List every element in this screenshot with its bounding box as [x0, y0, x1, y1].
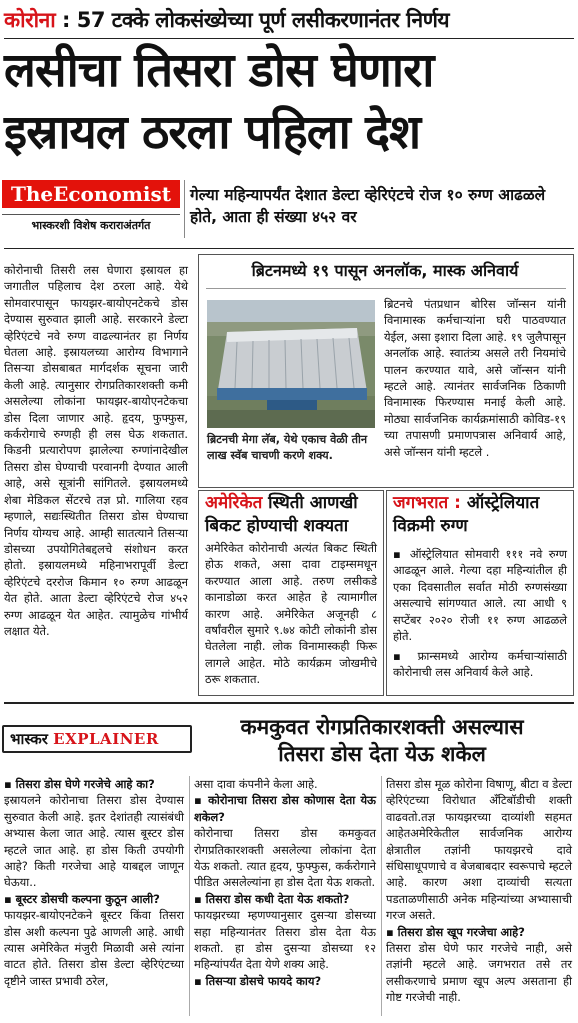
explainer-col-2	[194, 776, 376, 989]
economist-box	[2, 180, 180, 238]
section-rule	[4, 248, 574, 249]
explainer-title-line-1: कमकुवत रोगप्रतिकारशक्ती असल्यास	[240, 715, 524, 739]
britain-text: ब्रिटनचे पंतप्रधान बोरिस जॉन्सन यांनी विनामास्क कर्मचाऱ्यांना घरी पाठवण्यात येईल, असा इशारा दिला आहे. १९ जुलैपासून अनलॉक आहे. स्वातंत्र्य असले तरी नियमांचे पालन करण्यात यावे, असे जॉन्सन यांनी म्हटले आहे. त्यानंतर सार्वजनिक ठिकाणी विनामास्क फिरण्यास मनाई केली आहे. मोठ्या सार्वजनिक कार्यक्रमांसाठी कोविड-१९ च्या तपासणी प्रमाणपत्रास अनिवार्य आहे, असे जॉन्सन यांनी म्हटले .	[384, 297, 566, 459]
column-divider	[381, 776, 382, 1016]
left-column-text: कोरोनाची तिसरी लस घेणारा इस्रायल हा जगातील पहिलाच देश ठरला आहे. येथे सोमवारपासून फायझर-बायोएनटेकचे डोस देण्यास सुरुवात झाली आहे. सरकारने डेल्टा व्हेरिएंटचे नवे रुग्ण वाढल्यानंतर हा निर्णय घेतला आहे. इस्रायलच्या आरोग्य विभागाने तिसऱ्या डोसबाबत मार्गदर्शक सूचना जारी केली आहे. त्यानुसार रोगप्रतिकारशक्ती कमी असलेल्या लोकांना फायझर-बायोएनटेकचा डोस दिला जाणार आहे. हृदय, फुफ्फुस, कर्करोगाचे रुग्णही ही लस घेऊ शकतात. किडनी प्रत्यारोपण झालेल्या रुग्णांनादेखील तिसरा डोस घेण्याची परवानगी देण्यात आली आहे, असे सूत्रांनी सांगितले. इस्रायलमध्ये शेबा मेडिकल सेंटरचे तज्ञ प्रो. गालिया रहव म्हणाले, सद्यःस्थितीत तिसरा डोस घेण्याचा निर्णय योग्यच आहे. आम्ही सातत्याने तिसऱ्या डोसच्या उपयोगितेबद्दलचे संशोधन करत होतो. इस्रायलमध्ये महिनाभरापूर्वी डेल्टा व्हेरिएंटचे दररोज किमान १० रुग्ण आढळून येत होते. आता डेल्टा व्हेरिएंटचे रोज ४५२ रुग्ण आढळून येत आहेत. त्यामुळेच गांभीर्य लक्षात येते.	[4, 263, 188, 638]
kicker-text: 57 टक्के लोकसंख्येच्या पूर्ण लसीकरणानंतर निर्णय	[69, 8, 450, 32]
answer-5: तिसरा डोस मूळ कोरोना विषाणू, बीटा व डेल्टा व्हेरिएंटच्या विरोधात अँटिबॉडीची शक्ती वाढवतो.तज्ञ फायझरच्या दाव्यांशी सहमत आहेतअमेरिकेतील सार्वजनिक आरोग्य क्षेत्रातील तज्ञांनी फायझरचे दावे संधिसाधूपणाचे व बेजबाबदार स्वरूपाचे म्हटले आहे. कारण अशा दाव्यांची सत्यता पडताळणीसाठी अनेक महिन्यांच्या अभ्यासाची गरज असते.	[386, 777, 572, 923]
kicker-rule	[4, 38, 574, 39]
world-tag: जगभरात :	[393, 493, 461, 513]
world-headline-rest: ऑस्ट्रेलियात विक्रमी रुग्ण	[393, 493, 540, 536]
kicker-line	[4, 3, 574, 37]
america-text: अमेरिकेत कोरोनाची अत्यंत बिकट स्थिती होऊ शकते, असा दावा टाइम्समधून करण्यात आला आहे. तरुण लसीकडे कानाडोळा करत आहेत हे त्यामागील कारण आहे. अमेरिकेत अजूनही ८ वर्षांवरील सुमारे ९.७४ कोटी लोकांनी डोस घेतलेला नाही. लोक विनामास्कही फिरू लागले आहेत. मोठे कार्यक्रम जोखमीचे ठरू शकतात.	[205, 541, 377, 687]
world-headline	[393, 492, 567, 538]
economist-logo: TheEconomist	[2, 180, 180, 208]
question-5: ▪ तिसऱ्या डोसचे फायदे काय?	[194, 973, 322, 988]
america-headline-rest: स्थिती आणखी बिकट होण्याची शक्यता	[205, 493, 358, 536]
britain-rule	[206, 288, 566, 289]
headline	[4, 40, 574, 164]
kicker-sep: :	[55, 8, 70, 32]
question-6: ▪ तिसरा डोस खूप गरजेचा आहे?	[386, 924, 525, 939]
question-1: ▪ तिसरा डोस घेणे गरजेचे आहे का?	[4, 777, 155, 791]
deck: गेल्या महिन्यापर्यंत देशात डेल्टा व्हेरिएंटचे रोज १० रुग्ण आढळले होते, आता ही संख्या ४५२ वर	[190, 186, 546, 226]
warehouse-image	[207, 300, 375, 428]
question-3: ▪ कोरोनाचा तिसरा डोस कोणास देता येऊ शकेल?	[194, 793, 376, 824]
economist-subtitle: भास्करशी विशेष कराराअंतर्गत	[2, 214, 180, 233]
answer-2-cont: असा दावा कंपनीने केला आहे.	[194, 777, 318, 791]
explainer-col-3	[386, 776, 572, 1006]
answer-2: फायझर-बायोएनटेकने बूस्टर किंवा तिसरा डोस अशी कल्पना पुढे आणली आहे. आधी त्यास अमेरिकेत मंजुरी मिळावी असे त्यांना वाटत होते. तिसरा डोस डेल्टा व्हेरिएंटच्या दृष्टीने जास्त प्रभावी ठरेल,	[4, 908, 184, 988]
headline-line-1: लसीचा तिसरा डोस घेणारा	[4, 43, 434, 98]
america-headline-red: अमेरिकेत	[205, 493, 263, 513]
column-divider	[189, 776, 190, 1016]
explainer-title	[190, 714, 574, 768]
explainer-tag: EXPLAINER	[53, 730, 159, 748]
answer-6: तिसरा डोस घेणे फार गरजेचे नाही, असे तज्ञांनी म्हटले आहे. जगभरात तसे तर लसीकरणाचे प्रमाण खूप अल्प असताना ही गोष्ट गरजेची नाही.	[386, 941, 572, 1005]
mega-lab-photo	[207, 300, 375, 428]
question-4: ▪ तिसरा डोस कधी देता येऊ शकतो?	[194, 891, 350, 906]
divider	[184, 180, 185, 238]
world-bullet-1: ▪ ऑस्ट्रेलियात सोमवारी १११ नवे रुग्ण आढळून आले. गेल्या दहा महिन्यांतील ही एका दिवसातील सर्वात मोठी रुग्णसंख्या असल्याचे सांगण्यात आले. त्या आधी ९ सप्टेंबर २०२० रोजी ११ रुग्ण आढळले होते.	[393, 547, 567, 644]
world-bullet-2: ▪ फ्रान्समध्ये आरोग्य कर्मचाऱ्यांसाठी कोरोनाची लस अनिवार्य केले आहे.	[393, 649, 567, 680]
question-2: ▪ बूस्टर डोसची कल्पना कुठून आली?	[4, 891, 160, 906]
bhaskar-explainer-label	[2, 725, 192, 753]
answer-1: इस्रायलने कोरोनाचा तिसरा डोस देण्यास सुरुवात केली आहे. इतर देशांतही त्यासंबंधी अभ्यास केला जात आहे. त्यास बूस्टर डोस म्हटले जात आहे. हा डोस किती उपयोगी आहे? किती गरजेचा आहे याबद्दल जाणून घेऊया..	[4, 793, 184, 890]
kicker-tag: कोरोना	[4, 8, 56, 32]
headline-line-2: इस्रायल ठरला पहिला देश	[4, 105, 421, 160]
america-headline	[205, 492, 377, 538]
explainer-title-line-2: तिसरा डोस देता येऊ शकेल	[278, 742, 486, 766]
photo-caption: ब्रिटनची मेगा लॅब, येथे एकाच वेळी तीन लाख स्वॅब चाचणी करणे शक्य.	[207, 433, 368, 462]
answer-3: कोरोनाचा तिसरा डोस कमकुवत रोगप्रतिकारशक्ती असलेल्या लोकांना देता येऊ शकतो. त्यात हृदय, फुफ्फुस, कर्करोगाने पीडित असलेल्यांना हा डोस देता येऊ शकतो.	[194, 826, 376, 890]
explainer-rule	[4, 702, 574, 704]
bhaskar-brand: भास्कर	[10, 730, 48, 748]
britain-headline: ब्रिटनमध्ये १९ पासून अनलॉक, मास्क अनिवार्य	[251, 261, 519, 280]
answer-4: फायझरच्या म्हणण्यानुसार दुसऱ्या डोसच्या सहा महिन्यानंतर तिसरा डोस देता येऊ शकतो. हा डोस दुसऱ्या डोसच्या १२ महिन्यांपर्यंत देता येणे शक्य आहे.	[194, 908, 376, 972]
explainer-col-1	[4, 776, 184, 989]
